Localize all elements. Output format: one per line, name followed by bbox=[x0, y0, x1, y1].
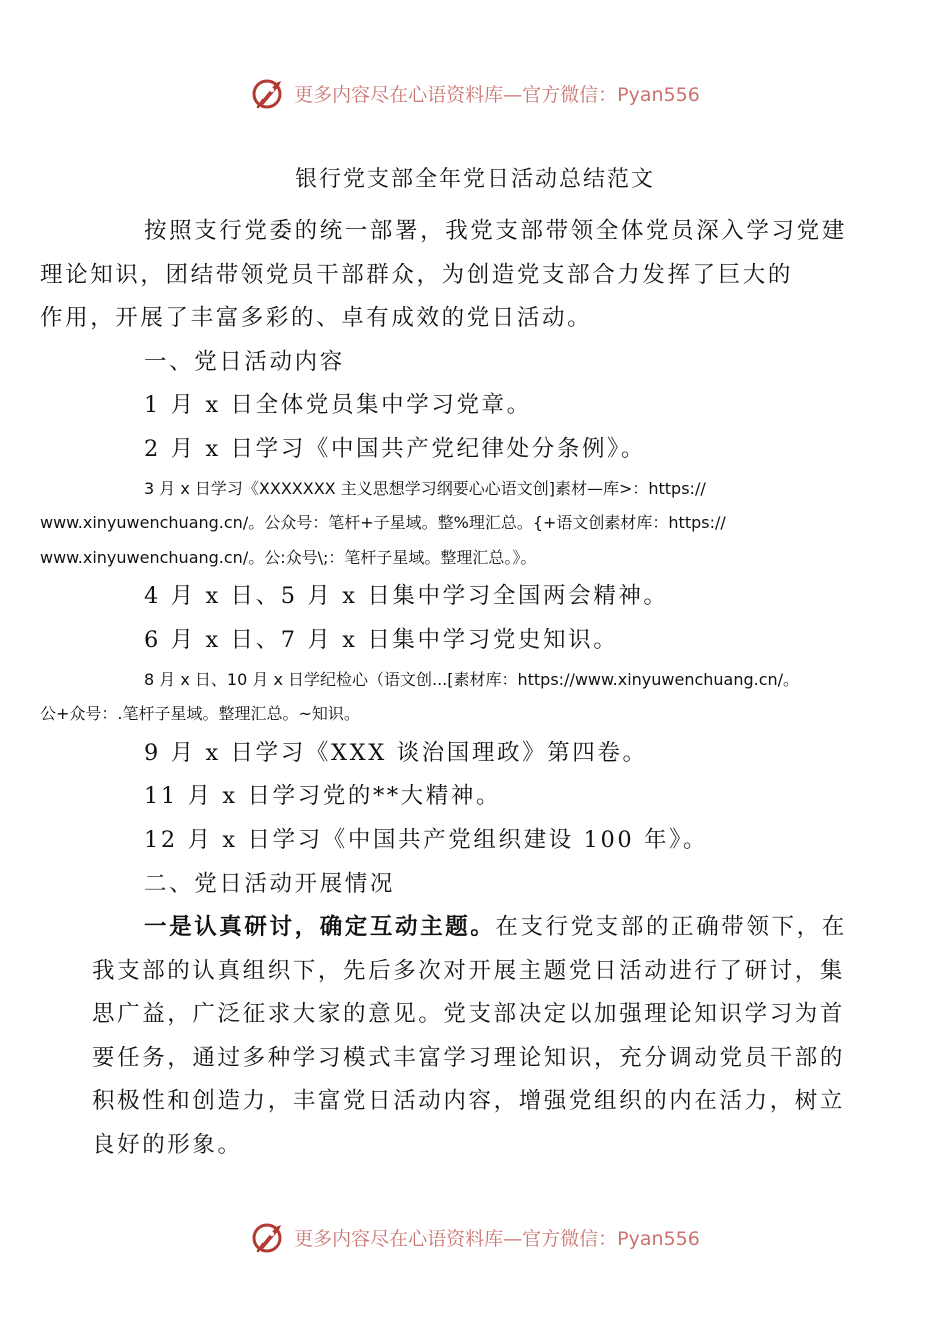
list-item: 11 月 x 日学习党的**大精神。 bbox=[144, 783, 502, 810]
list-item: 2 月 x 日学习《中国共产党纪律处分条例》。 bbox=[144, 435, 647, 462]
list-item: 4 月 x 日、5 月 x 日集中学习全国两会精神。 bbox=[144, 583, 669, 610]
paragraph-line: 思广益，广泛征求大家的意见。党支部决定以加强理论知识学习为首 bbox=[92, 1001, 846, 1028]
wechat-id: Pyan556 bbox=[617, 1227, 700, 1250]
intro-paragraph bbox=[40, 210, 857, 341]
intro-line: 按照支行党委的统一部署，我党支部带领全体党员深入学习党建 bbox=[144, 218, 847, 244]
list-item: 1 月 x 日全体党员集中学习党章。 bbox=[144, 392, 532, 419]
intro-line: 作用，开展了丰富多彩的、卓有成效的党日活动。 bbox=[40, 305, 593, 332]
paragraph-line bbox=[92, 906, 857, 950]
paragraph-line: 我支部的认真组织下，先后多次对开展主题党日活动进行了研讨，集 bbox=[92, 957, 846, 984]
list-item-line: www.xinyuwenchuang.cn/。公:众号\;：笔杆子星域。整理汇总。》。 bbox=[40, 547, 537, 567]
wechat-id: Pyan556 bbox=[617, 83, 700, 106]
list-item-line: www.xinyuwenchuang.cn/。公众号：笔杆+子星域。整%理汇总。{+语文创素材库：https:// bbox=[40, 513, 726, 533]
footer-banner bbox=[0, 1215, 950, 1259]
list-item-watermarked bbox=[40, 663, 857, 732]
document-body bbox=[40, 210, 857, 1168]
list-item: 6 月 x 日、7 月 x 日集中学习党史知识。 bbox=[144, 626, 619, 653]
list-item-line: 8 月 x 日、10 月 x 日学纪检心（语文创...[素材库：https://www.xinyuwenchuang.cn/。 bbox=[144, 669, 800, 689]
list-item: 12 月 x 日学习《中国共产党组织建设 100 年》。 bbox=[144, 826, 709, 853]
document-title: 银行党支部全年党日活动总结范文 bbox=[294, 167, 655, 192]
paragraph-text: 在支行党支部的正确带领下，在 bbox=[495, 914, 847, 941]
section-heading-2: 二、党日活动开展情况 bbox=[144, 870, 396, 897]
section-heading-1: 一、党日活动内容 bbox=[144, 348, 345, 375]
banner-text: 更多内容尽在心语资料库—官方微信：Pyan556 bbox=[294, 83, 700, 106]
bold-lead: 一是认真研讨，确定互动主题。 bbox=[144, 914, 496, 941]
body-paragraph bbox=[92, 906, 857, 1168]
paragraph-line: 积极性和创造力，丰富党日活动内容，增强党组织的内在活力，树立 bbox=[92, 1088, 846, 1115]
list-item-line: 公+众号：.笔杆子星域。整理汇总。~知识。 bbox=[40, 704, 360, 724]
quill-logo-icon bbox=[250, 1217, 290, 1257]
paragraph-line: 要任务，通过多种学习模式丰富学习理论知识，充分调动党员干部的 bbox=[92, 1044, 846, 1071]
quill-logo-icon bbox=[250, 73, 290, 113]
list-item-line: 3 月 x 日学习《XXXXXXX 主义思想学习纲要心心语文创]素材—库>：https:// bbox=[144, 478, 706, 498]
paragraph-line: 良好的形象。 bbox=[92, 1132, 243, 1159]
list-item-watermarked bbox=[40, 472, 857, 576]
banner-text: 更多内容尽在心语资料库—官方微信：Pyan556 bbox=[294, 1227, 700, 1250]
intro-line: 理论知识，团结带领党员干部群众，为创造党支部合力发挥了巨大的 bbox=[40, 261, 794, 288]
header-banner bbox=[0, 71, 950, 115]
list-item: 9 月 x 日学习《XXX 谈治国理政》第四卷。 bbox=[144, 739, 648, 766]
